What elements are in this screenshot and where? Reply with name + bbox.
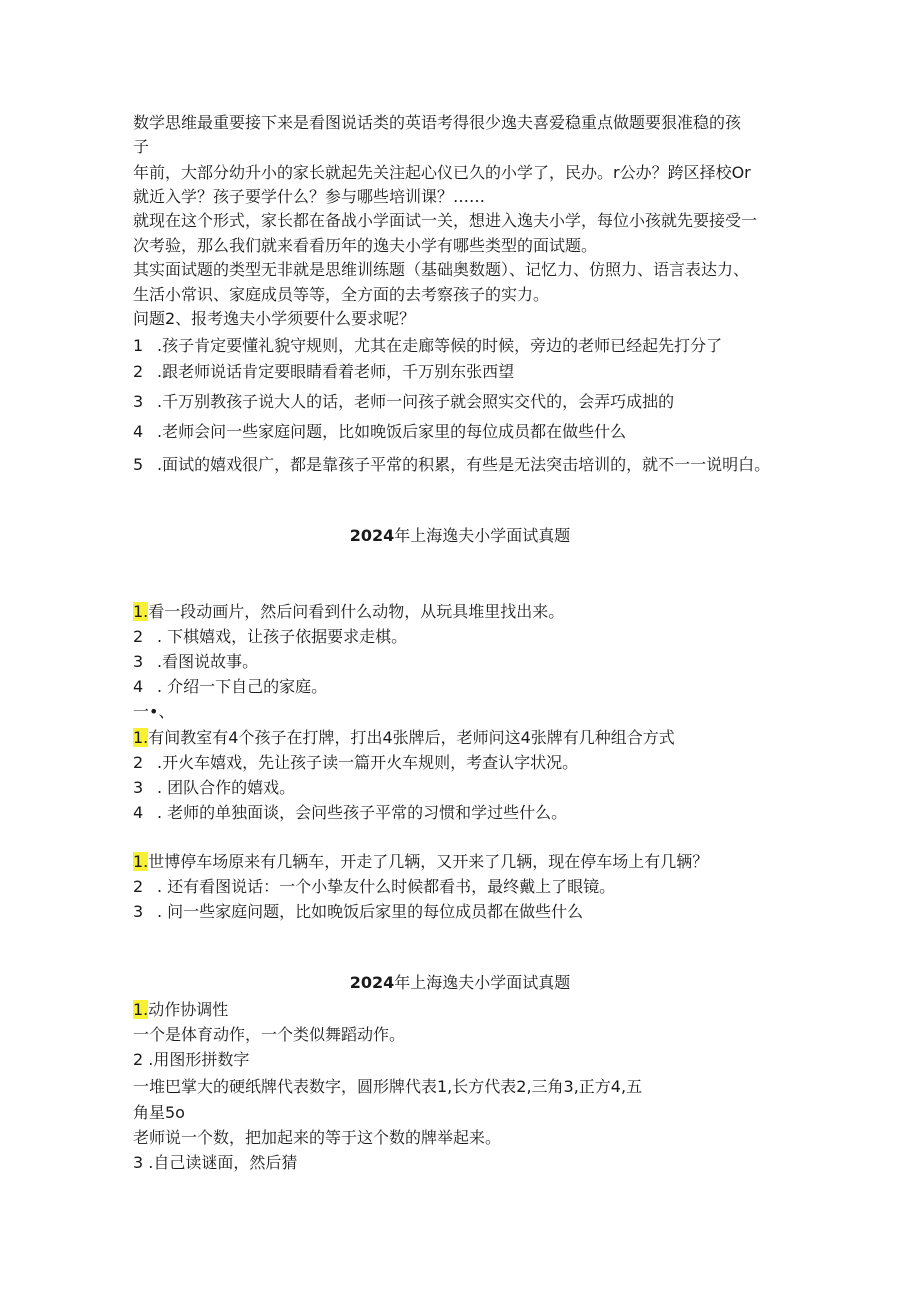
highlighted-number: 1. <box>133 852 149 871</box>
list-item <box>133 454 770 476</box>
item-text: .开火车嬉戏，先让孩子读一篇开火车规则，考查认字状况。 <box>157 753 579 772</box>
item-number: 1 <box>133 336 144 355</box>
highlighted-number: 1. <box>133 602 149 621</box>
item-text: .用图形拼数字 <box>143 1050 250 1069</box>
item-number: 3 <box>133 902 144 921</box>
item-number: 4 <box>133 803 144 822</box>
item-text: . 介绍一下自己的家庭。 <box>157 677 328 696</box>
intro-line: 就现在这个形式，家长都在备战小学面试一关，想进入逸夫小学，每位小孩就先要接受一 <box>133 211 758 230</box>
item-text: .跟老师说话肯定要眼睛看着老师，千万别东张西望 <box>157 362 515 381</box>
item-text: .千万别教孩子说大人的话，老师一问孩子就会照实交代的，会弄巧成拙的 <box>157 392 675 411</box>
highlighted-number: 1. <box>133 1000 149 1019</box>
intro-line: 子 <box>133 137 150 156</box>
item-number: 5 <box>133 455 144 474</box>
list-item <box>133 901 583 923</box>
item-text: .看图说故事。 <box>157 652 259 671</box>
item-description: 一个是体育动作，一个类似舞蹈动作。 <box>133 1025 406 1044</box>
intro-line: 年前，大部分幼升小的家长就起先关注起心仪已久的小学了，民办。r公办？跨区择校Or <box>133 163 751 182</box>
item-description: 老师说一个数，把加起来的等于这个数的牌举起来。 <box>133 1128 502 1147</box>
item-number: 3 <box>133 778 144 797</box>
item-description: 一堆巴掌大的硬纸牌代表数字，圆形牌代表1,长方代表2,三角3,正方4,五 <box>133 1077 643 1096</box>
item-text: .孩子肯定要懂礼貌守规则，尤其在走廊等候的时候，旁边的老师已经起先打分了 <box>157 336 723 355</box>
item-number: 2 <box>133 362 144 381</box>
title-year: 2024 <box>349 973 395 992</box>
title-text: 年上海逸夫小学面试真题 <box>394 526 571 545</box>
item-text: 世博停车场原来有几辆车，开走了几辆，又开来了几辆，现在停车场上有几辆？ <box>148 852 709 871</box>
item-text: . 团队合作的嬉戏。 <box>157 778 296 797</box>
item-number: 4 <box>133 422 144 441</box>
item-text: . 下棋嬉戏，让孩子依据要求走棋。 <box>157 627 408 646</box>
section-title <box>0 525 920 547</box>
item-text: .老师会问一些家庭问题，比如晚饭后家里的每位成员都在做些什么 <box>157 422 627 441</box>
separator-text: 一•、 <box>133 702 175 721</box>
list-item <box>133 727 675 749</box>
highlighted-number: 1. <box>133 728 149 747</box>
item-number: 3 <box>133 1153 144 1172</box>
item-number: 2 <box>133 1050 144 1069</box>
intro-line: 其实面试题的类型无非就是思维训练题（基础奥数题）、记忆力、仿照力、语言表达力、 <box>133 260 750 279</box>
intro-line: 生活小常识、家庭成员等等，全方面的去考察孩子的实力。 <box>133 285 550 304</box>
list-item <box>133 777 295 799</box>
list-item <box>133 802 567 824</box>
item-text: . 老师的单独面谈，会问些孩子平常的习惯和学过些什么。 <box>157 803 568 822</box>
item-text: . 问一些家庭问题，比如晚饭后家里的每位成员都在做些什么 <box>157 902 584 921</box>
list-item <box>133 601 564 623</box>
list-item <box>133 361 514 383</box>
question-heading: 问题2、报考逸夫小学须要什么要求呢？ <box>133 309 416 328</box>
item-text: .自己读谜面，然后猜 <box>143 1153 298 1172</box>
list-item <box>133 1152 297 1174</box>
list-item <box>133 421 626 443</box>
list-item <box>133 626 407 648</box>
item-number: 3 <box>133 392 144 411</box>
item-number: 2 <box>133 877 144 896</box>
item-text: .面试的嬉戏很广，都是靠孩子平常的积累，有些是无法突击培训的，就不一一说明白。 <box>157 455 771 474</box>
item-description: 角星5o <box>133 1103 185 1122</box>
list-item <box>133 999 228 1021</box>
item-number: 4 <box>133 677 144 696</box>
list-item <box>133 851 708 873</box>
title-text: 年上海逸夫小学面试真题 <box>394 973 571 992</box>
item-text: 看一段动画片，然后问看到什么动物，从玩具堆里找出来。 <box>148 602 565 621</box>
list-item <box>133 752 578 774</box>
item-number: 3 <box>133 652 144 671</box>
item-number: 2 <box>133 627 144 646</box>
list-item <box>133 651 258 673</box>
title-year: 2024 <box>349 526 395 545</box>
list-item <box>133 676 327 698</box>
intro-line: 就近入学？孩子要学什么？参与哪些培训课？…… <box>133 187 486 206</box>
item-text: 有间教室有4个孩子在打牌，打出4张牌后，老师问这4张牌有几种组合方式 <box>148 728 675 747</box>
section-title <box>0 972 920 994</box>
list-item <box>133 391 674 413</box>
list-item <box>133 1049 249 1071</box>
item-text: 动作协调性 <box>148 1000 229 1019</box>
item-text: . 还有看图说话：一个小挚友什么时候都看书，最终戴上了眼镜。 <box>157 877 616 896</box>
list-item <box>133 876 615 898</box>
intro-line: 数学思维最重要接下来是看图说话类的英语考得很少逸夫喜爱稳重点做题要狠准稳的孩 <box>133 113 742 132</box>
list-item <box>133 335 722 357</box>
item-number: 2 <box>133 753 144 772</box>
intro-line: 次考验，那么我们就来看看历年的逸夫小学有哪些类型的面试题。 <box>133 236 598 255</box>
